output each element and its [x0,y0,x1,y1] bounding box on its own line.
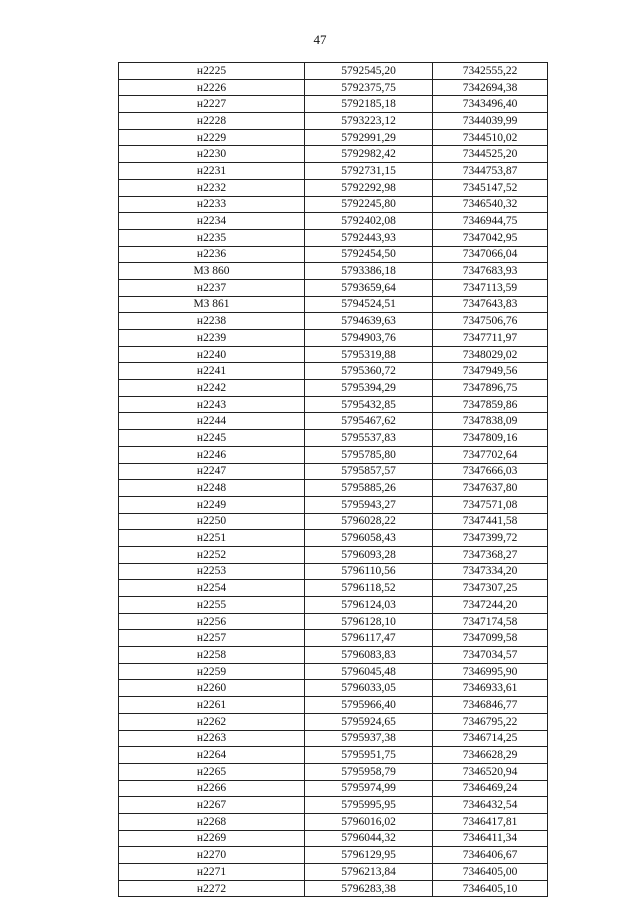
x-coordinate-cell: 5796124,03 [305,597,433,614]
x-coordinate-cell: 5795974,99 [305,780,433,797]
table-row [119,680,548,697]
x-coordinate-cell: 5795537,83 [305,430,433,447]
x-coordinate-cell: 5793386,18 [305,263,433,280]
point-id-cell: н2257 [119,630,305,647]
x-coordinate-cell: 5796044,32 [305,830,433,847]
x-coordinate-cell: 5796016,02 [305,813,433,830]
point-id-cell: н2242 [119,380,305,397]
table-row [119,179,548,196]
y-coordinate-cell: 7346995,90 [433,663,548,680]
y-coordinate-cell: 7347643,83 [433,296,548,313]
table-row [119,296,548,313]
point-id-cell: н2237 [119,279,305,296]
table-row [119,330,548,347]
x-coordinate-cell: 5795394,29 [305,380,433,397]
table-row [119,413,548,430]
x-coordinate-cell: 5792982,42 [305,146,433,163]
y-coordinate-cell: 7344753,87 [433,163,548,180]
y-coordinate-cell: 7347174,58 [433,613,548,630]
point-id-cell: н2241 [119,363,305,380]
x-coordinate-cell: 5795943,27 [305,496,433,513]
point-id-cell: н2249 [119,496,305,513]
x-coordinate-cell: 5792991,29 [305,129,433,146]
table-row [119,146,548,163]
x-coordinate-cell: 5795885,26 [305,480,433,497]
x-coordinate-cell: 5795360,72 [305,363,433,380]
table-row [119,780,548,797]
table-row [119,313,548,330]
x-coordinate-cell: 5795924,65 [305,713,433,730]
y-coordinate-cell: 7343496,40 [433,96,548,113]
table-row [119,763,548,780]
table-row [119,63,548,80]
y-coordinate-cell: 7347702,64 [433,446,548,463]
y-coordinate-cell: 7346944,75 [433,213,548,230]
x-coordinate-cell: 5796128,10 [305,613,433,630]
y-coordinate-cell: 7347244,20 [433,597,548,614]
x-coordinate-cell: 5796045,48 [305,663,433,680]
coordinates-table-body [119,63,548,897]
x-coordinate-cell: 5792292,98 [305,179,433,196]
y-coordinate-cell: 7347334,20 [433,563,548,580]
point-id-cell: н2267 [119,797,305,814]
point-id-cell: н2253 [119,563,305,580]
point-id-cell: МЗ 860 [119,263,305,280]
point-id-cell: н2238 [119,313,305,330]
table-row [119,563,548,580]
y-coordinate-cell: 7347711,97 [433,330,548,347]
point-id-cell: н2270 [119,847,305,864]
table-row [119,713,548,730]
point-id-cell: н2235 [119,229,305,246]
table-row [119,630,548,647]
x-coordinate-cell: 5792402,08 [305,213,433,230]
y-coordinate-cell: 7346405,00 [433,864,548,881]
table-row [119,463,548,480]
point-id-cell: н2262 [119,713,305,730]
x-coordinate-cell: 5792731,15 [305,163,433,180]
y-coordinate-cell: 7346417,81 [433,813,548,830]
y-coordinate-cell: 7347506,76 [433,313,548,330]
table-row [119,663,548,680]
point-id-cell: н2256 [119,613,305,630]
table-row [119,513,548,530]
point-id-cell: н2244 [119,413,305,430]
point-id-cell: н2225 [119,63,305,80]
x-coordinate-cell: 5796058,43 [305,530,433,547]
point-id-cell: н2232 [119,179,305,196]
y-coordinate-cell: 7347034,57 [433,647,548,664]
x-coordinate-cell: 5795951,75 [305,747,433,764]
table-row [119,363,548,380]
y-coordinate-cell: 7347113,59 [433,279,548,296]
x-coordinate-cell: 5796213,84 [305,864,433,881]
point-id-cell: н2246 [119,446,305,463]
y-coordinate-cell: 7347099,58 [433,630,548,647]
x-coordinate-cell: 5796028,22 [305,513,433,530]
table-row [119,163,548,180]
x-coordinate-cell: 5795319,88 [305,346,433,363]
x-coordinate-cell: 5792443,93 [305,229,433,246]
x-coordinate-cell: 5793659,64 [305,279,433,296]
y-coordinate-cell: 7346540,32 [433,196,548,213]
y-coordinate-cell: 7347637,80 [433,480,548,497]
y-coordinate-cell: 7347683,93 [433,263,548,280]
point-id-cell: н2226 [119,79,305,96]
y-coordinate-cell: 7347809,16 [433,430,548,447]
x-coordinate-cell: 5796129,95 [305,847,433,864]
point-id-cell: н2227 [119,96,305,113]
y-coordinate-cell: 7347441,58 [433,513,548,530]
table-row [119,113,548,130]
table-row [119,830,548,847]
point-id-cell: н2231 [119,163,305,180]
point-id-cell: н2228 [119,113,305,130]
point-id-cell: н2260 [119,680,305,697]
x-coordinate-cell: 5792454,50 [305,246,433,263]
y-coordinate-cell: 7346933,61 [433,680,548,697]
table-row [119,446,548,463]
y-coordinate-cell: 7346628,29 [433,747,548,764]
x-coordinate-cell: 5794524,51 [305,296,433,313]
x-coordinate-cell: 5795966,40 [305,697,433,714]
x-coordinate-cell: 5796083,83 [305,647,433,664]
y-coordinate-cell: 7347066,04 [433,246,548,263]
point-id-cell: н2272 [119,880,305,897]
y-coordinate-cell: 7346432,54 [433,797,548,814]
table-row [119,263,548,280]
point-id-cell: н2266 [119,780,305,797]
table-row [119,747,548,764]
table-row [119,229,548,246]
table-row [119,546,548,563]
point-id-cell: н2229 [119,129,305,146]
table-row [119,580,548,597]
table-row [119,129,548,146]
point-id-cell: н2251 [119,530,305,547]
y-coordinate-cell: 7346406,67 [433,847,548,864]
x-coordinate-cell: 5793223,12 [305,113,433,130]
x-coordinate-cell: 5795785,80 [305,446,433,463]
point-id-cell: н2258 [119,647,305,664]
table-row [119,480,548,497]
x-coordinate-cell: 5792545,20 [305,63,433,80]
y-coordinate-cell: 7342555,22 [433,63,548,80]
x-coordinate-cell: 5792245,80 [305,196,433,213]
x-coordinate-cell: 5796110,56 [305,563,433,580]
x-coordinate-cell: 5796283,38 [305,880,433,897]
x-coordinate-cell: 5795467,62 [305,413,433,430]
y-coordinate-cell: 7347949,56 [433,363,548,380]
point-id-cell: н2265 [119,763,305,780]
table-row [119,613,548,630]
table-row [119,213,548,230]
point-id-cell: н2248 [119,480,305,497]
table-row [119,813,548,830]
y-coordinate-cell: 7346520,94 [433,763,548,780]
point-id-cell: н2263 [119,730,305,747]
y-coordinate-cell: 7346411,34 [433,830,548,847]
y-coordinate-cell: 7342694,38 [433,79,548,96]
point-id-cell: н2254 [119,580,305,597]
table-row [119,380,548,397]
table-row [119,797,548,814]
table-row [119,96,548,113]
y-coordinate-cell: 7346795,22 [433,713,548,730]
x-coordinate-cell: 5795937,38 [305,730,433,747]
point-id-cell: н2271 [119,864,305,881]
y-coordinate-cell: 7344525,20 [433,146,548,163]
point-id-cell: н2261 [119,697,305,714]
table-row [119,530,548,547]
x-coordinate-cell: 5795857,57 [305,463,433,480]
y-coordinate-cell: 7344039,99 [433,113,548,130]
point-id-cell: н2250 [119,513,305,530]
page-number: 47 [313,32,327,47]
point-id-cell: н2269 [119,830,305,847]
y-coordinate-cell: 7347307,25 [433,580,548,597]
y-coordinate-cell: 7347042,95 [433,229,548,246]
y-coordinate-cell: 7344510,02 [433,129,548,146]
table-row [119,697,548,714]
table-row [119,847,548,864]
table-row [119,346,548,363]
x-coordinate-cell: 5792185,18 [305,96,433,113]
y-coordinate-cell: 7347859,86 [433,396,548,413]
y-coordinate-cell: 7346846,77 [433,697,548,714]
x-coordinate-cell: 5796117,47 [305,630,433,647]
table-row [119,597,548,614]
point-id-cell: н2245 [119,430,305,447]
x-coordinate-cell: 5796093,28 [305,546,433,563]
coordinates-table [118,62,548,897]
x-coordinate-cell: 5795432,85 [305,396,433,413]
point-id-cell: МЗ 861 [119,296,305,313]
point-id-cell: н2239 [119,330,305,347]
point-id-cell: н2230 [119,146,305,163]
table-row [119,196,548,213]
point-id-cell: н2268 [119,813,305,830]
x-coordinate-cell: 5796033,05 [305,680,433,697]
table-row [119,864,548,881]
point-id-cell: н2243 [119,396,305,413]
table-row [119,496,548,513]
y-coordinate-cell: 7345147,52 [433,179,548,196]
point-id-cell: н2264 [119,747,305,764]
y-coordinate-cell: 7346714,25 [433,730,548,747]
y-coordinate-cell: 7347571,08 [433,496,548,513]
table-row [119,880,548,897]
y-coordinate-cell: 7347368,27 [433,546,548,563]
x-coordinate-cell: 5795958,79 [305,763,433,780]
point-id-cell: н2259 [119,663,305,680]
table-row [119,730,548,747]
x-coordinate-cell: 5794639,63 [305,313,433,330]
table-row [119,430,548,447]
y-coordinate-cell: 7346469,24 [433,780,548,797]
point-id-cell: н2255 [119,597,305,614]
x-coordinate-cell: 5795995,95 [305,797,433,814]
point-id-cell: н2233 [119,196,305,213]
table-row [119,246,548,263]
x-coordinate-cell: 5792375,75 [305,79,433,96]
point-id-cell: н2240 [119,346,305,363]
table-row [119,396,548,413]
y-coordinate-cell: 7346405,10 [433,880,548,897]
point-id-cell: н2234 [119,213,305,230]
y-coordinate-cell: 7347666,03 [433,463,548,480]
y-coordinate-cell: 7347399,72 [433,530,548,547]
y-coordinate-cell: 7347838,09 [433,413,548,430]
table-row [119,647,548,664]
table-row [119,279,548,296]
point-id-cell: н2236 [119,246,305,263]
x-coordinate-cell: 5796118,52 [305,580,433,597]
point-id-cell: н2247 [119,463,305,480]
y-coordinate-cell: 7347896,75 [433,380,548,397]
point-id-cell: н2252 [119,546,305,563]
table-row [119,79,548,96]
x-coordinate-cell: 5794903,76 [305,330,433,347]
y-coordinate-cell: 7348029,02 [433,346,548,363]
